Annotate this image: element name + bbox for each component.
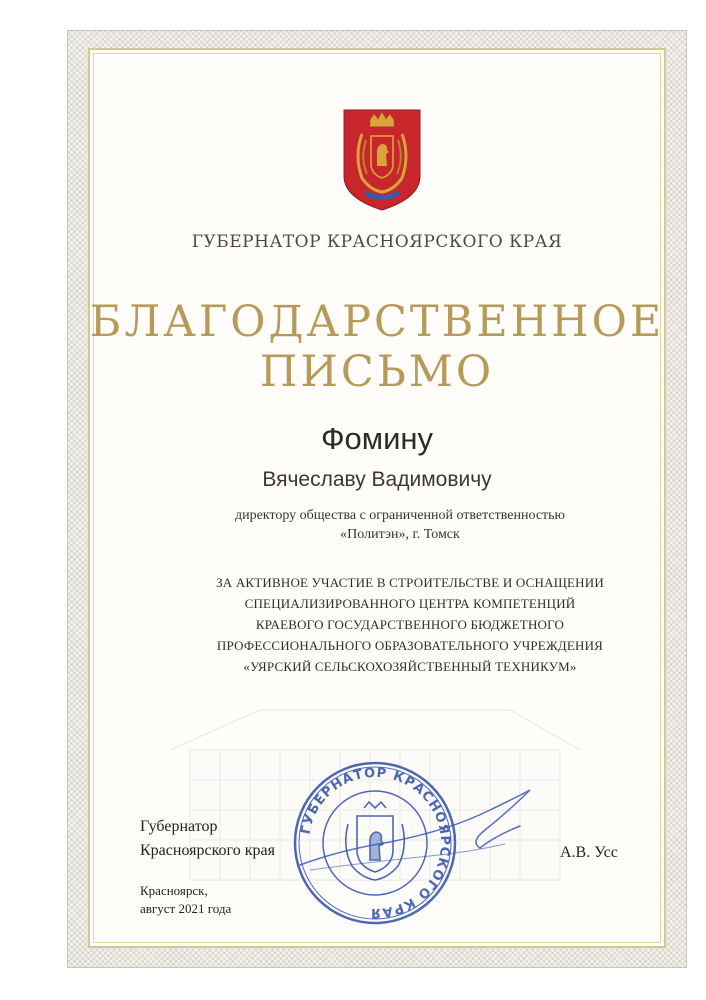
merit-line: КРАЕВОГО ГОСУДАРСТВЕННОГО БЮДЖЕТНОГО <box>255 617 565 632</box>
handwritten-signature <box>280 770 580 890</box>
recipient-position-line-1: директору общества с ограниченной ответственностью <box>234 508 566 523</box>
place: Красноярск, <box>140 883 208 898</box>
issuer-title: ГУБЕРНАТОР КРАСНОЯРСКОГО КРАЯ <box>191 232 563 252</box>
document-title-line-1: БЛАГОДАРСТВЕННОЕ <box>89 297 665 347</box>
merit-line: СПЕЦИАЛИЗИРОВАННОГО ЦЕНТРА КОМПЕТЕНЦИЙ <box>244 596 576 611</box>
recipient-given-names: Вячеславу Вадимовичу <box>262 468 492 491</box>
document-title-line-2: ПИСЬМО <box>259 347 495 397</box>
date: август 2021 года <box>140 901 232 916</box>
signatory-position-line-1: Губернатор <box>140 818 218 835</box>
signatory-name: А.В. Усс <box>560 844 618 861</box>
signatory-position-line-2: Красноярского края <box>140 842 275 859</box>
merit-line: ПРОФЕССИОНАЛЬНОГО ОБРАЗОВАТЕЛЬНОГО УЧРЕЖДЕНИЯ <box>216 638 604 653</box>
merit-line: ЗА АКТИВНОЕ УЧАСТИЕ В СТРОИТЕЛЬСТВЕ И ОСНАЩЕНИИ <box>216 575 604 590</box>
merit-line: «УЯРСКИЙ СЕЛЬСКОХОЗЯЙСТВЕННЫЙ ТЕХНИКУМ» <box>243 659 577 674</box>
recipient-position-line-2: «Политэн», г. Томск <box>340 527 460 542</box>
recipient-surname: Фомину <box>320 421 434 456</box>
svg-text:ГУБЕРНАТОР КРАСНОЯРСКОГО КРАЯ: ГУБЕРНАТОР КРАСНОЯРСКОГО КРАЯ <box>298 765 453 921</box>
krasnoyarsk-coat-of-arms-icon <box>340 106 424 212</box>
